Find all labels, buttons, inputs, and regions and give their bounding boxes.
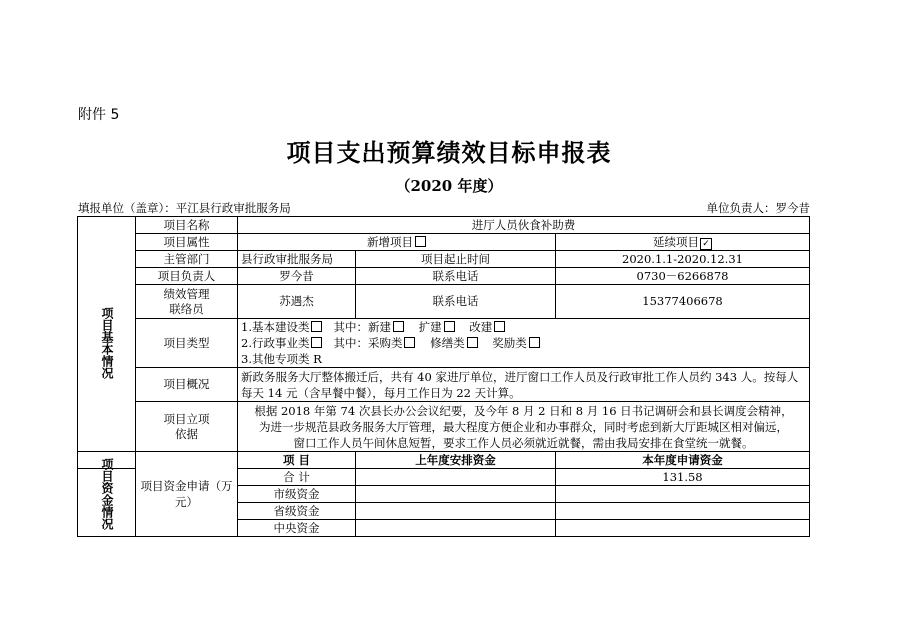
basic-section-label: 项目基本情况 <box>100 306 114 379</box>
type-line-2 <box>241 335 806 351</box>
attr-new-text: 新增项目 <box>367 234 413 249</box>
perf-contact-value: 苏遇杰 <box>238 285 356 319</box>
funds-section-label: 项目资金情况 <box>100 458 114 530</box>
dept-value: 县行政审批服务局 <box>238 251 356 268</box>
funds-row-this <box>556 503 810 520</box>
type-reward: 奖励类 <box>492 336 527 350</box>
type-expand: 扩建 <box>418 320 442 334</box>
funds-col-last: 上年度安排资金 <box>356 452 556 469</box>
attr-new-checkbox[interactable] <box>415 236 426 247</box>
project-attr-label: 项目属性 <box>136 234 238 251</box>
project-name-value: 进厅人员伙食补助费 <box>238 217 810 234</box>
type-basic-checkbox[interactable] <box>311 321 322 332</box>
funds-row-last <box>356 503 556 520</box>
basis-label <box>136 402 238 452</box>
project-attr-cont <box>556 234 810 251</box>
type-rebuild: 改建 <box>469 320 493 334</box>
perf-label-line2: 联络员 <box>169 301 204 316</box>
attr-cont-checkbox[interactable]: ✓ <box>700 238 712 250</box>
period-value: 2020.1.1-2020.12.31 <box>556 251 810 268</box>
type-line-3: 3.其他专项类 R <box>241 352 322 366</box>
type-new-build-checkbox[interactable] <box>393 321 404 332</box>
type-basic-construction: 1.基本建设类 <box>241 320 310 334</box>
funds-row-label: 省级资金 <box>238 503 356 520</box>
project-type-label: 项目类型 <box>136 319 238 368</box>
project-attr-new <box>238 234 556 251</box>
type-purchase-checkbox[interactable] <box>404 337 415 348</box>
basis-label-line2: 依据 <box>175 426 198 441</box>
perf-phone-value: 15377406678 <box>556 285 810 319</box>
basis-line-1: 根据 2018 年第 74 次县长办公会议纪要，及今年 8 月 2 日和 8 月 16 日书记调研会和县长调度会精神， <box>254 403 793 418</box>
perf-phone-label: 联系电话 <box>356 285 556 319</box>
type-rebuild-checkbox[interactable] <box>494 321 505 332</box>
type-expand-checkbox[interactable] <box>444 321 455 332</box>
funds-row-last <box>356 469 556 486</box>
funds-apply-label: 项目资金申请（万元） <box>136 452 238 537</box>
funds-row-last <box>356 520 556 537</box>
project-name-label: 项目名称 <box>136 217 238 234</box>
phone-label: 联系电话 <box>356 268 556 285</box>
basis-line-2: 为进一步规范县政务服务大厅管理，最大程度方便企业和办事群众，同时考虑到新大厅距城区相对偏远， <box>259 419 788 434</box>
basis-text <box>238 402 810 452</box>
overview-label: 项目概况 <box>136 368 238 402</box>
phone-value: 0730－6266878 <box>556 268 810 285</box>
dept-label: 主管部门 <box>136 251 238 268</box>
year-label: （2020 年度） <box>395 177 503 195</box>
budget-form-table <box>77 216 810 469</box>
basis-line-3: 窗口工作人员午间休息短暂，要求工作人员必须就近就餐，需由我局安排在食堂统一就餐。 <box>293 435 754 450</box>
funds-row-this <box>556 520 810 537</box>
funds-row-last <box>356 486 556 503</box>
page-title: 项目支出预算绩效目标申报表 <box>286 139 612 167</box>
leader-value: 罗今昔 <box>238 268 356 285</box>
funds-table <box>77 451 810 537</box>
type-line-1 <box>241 319 806 335</box>
basis-label-line1: 项目立项 <box>163 411 210 426</box>
attachment-label: 附件 5 <box>78 107 120 123</box>
attr-cont-text: 延续项目 <box>653 234 699 249</box>
basic-section-cell <box>78 217 136 469</box>
funds-section-cell <box>78 452 136 537</box>
type-repair: 修缮类 <box>430 336 465 350</box>
period-label: 项目起止时间 <box>356 251 556 268</box>
overview-text: 新政务服务大厅整体搬迁后，共有 40 家进厅单位，进厅窗口工作人员及行政审批工作人员约 343 人。按每人每天 14 元（含早餐中餐），每月工作日为 22 天计算。 <box>238 368 810 402</box>
funds-col-item: 项 目 <box>238 452 356 469</box>
type-purchase: 其中：采购类 <box>333 336 403 350</box>
funds-col-this: 本年度申请资金 <box>556 452 810 469</box>
type-reward-checkbox[interactable] <box>529 337 540 348</box>
funds-row-label: 合 计 <box>238 469 356 486</box>
type-admin: 2.行政事业类 <box>241 336 310 350</box>
unit-head: 单位负责人：罗今昔 <box>706 201 810 215</box>
type-admin-checkbox[interactable] <box>311 337 322 348</box>
type-new-build: 其中：新建 <box>333 320 391 334</box>
project-type-options <box>238 319 810 368</box>
funds-row-label: 中央资金 <box>238 520 356 537</box>
perf-label-line1: 绩效管理 <box>163 286 210 301</box>
funds-row-label: 市级资金 <box>238 486 356 503</box>
leader-label: 项目负责人 <box>136 268 238 285</box>
type-repair-checkbox[interactable] <box>467 337 478 348</box>
perf-contact-label <box>136 285 238 319</box>
reporting-unit: 填报单位（盖章）：平江县行政审批服务局 <box>78 201 291 215</box>
funds-row-this <box>556 486 810 503</box>
funds-row-this: 131.58 <box>556 469 810 486</box>
